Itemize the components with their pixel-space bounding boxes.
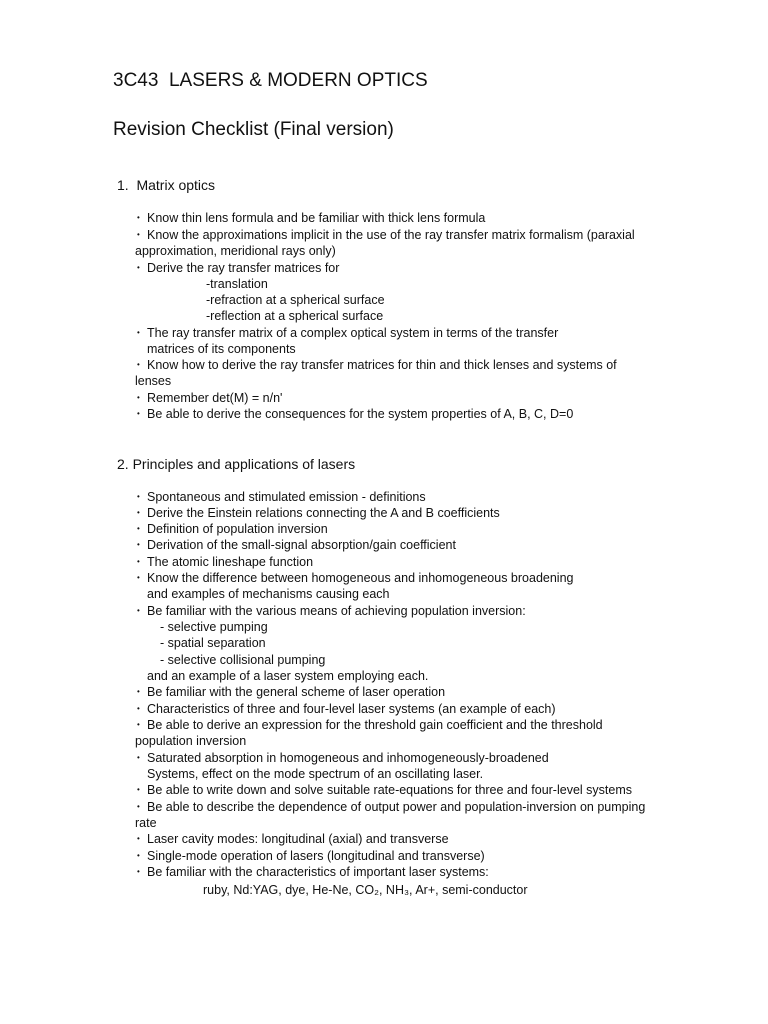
list-bullet: • xyxy=(137,851,140,860)
checklist-item: Saturated absorption in homogeneous and inhomogeneously-broadened xyxy=(147,751,549,765)
checklist-item-continuation: Systems, effect on the mode spectrum of an oscillating laser. xyxy=(147,767,484,781)
checklist-item: Spontaneous and stimulated emission - definitions xyxy=(147,490,426,504)
checklist-item: Derivation of the small-signal absorption/gain coefficient xyxy=(147,538,456,552)
checklist-item-continuation: approximation, meridional rays only) xyxy=(135,244,336,258)
checklist-item: Definition of population inversion xyxy=(147,522,328,536)
list-bullet: • xyxy=(137,704,140,713)
checklist-item: The ray transfer matrix of a complex optical system in terms of the transfer xyxy=(147,326,559,340)
checklist-subitem: -reflection at a spherical surface xyxy=(206,309,384,323)
checklist-item: Be able to derive the consequences for the system properties of A, B, C, D=0 xyxy=(147,407,574,421)
checklist-subitem: -translation xyxy=(206,277,268,291)
checklist-item: Know the approximations implicit in the use of the ray transfer matrix formalism (paraxial xyxy=(147,228,635,242)
list-bullet: • xyxy=(137,802,140,811)
checklist-item: Characteristics of three and four-level laser systems (an example of each) xyxy=(147,702,556,716)
checklist-item-continuation: lenses xyxy=(135,374,172,388)
section-heading-matrix-optics: 1. Matrix optics xyxy=(117,177,216,193)
section-heading-lasers: 2. Principles and applications of lasers xyxy=(117,456,356,472)
list-bullet: • xyxy=(137,492,140,501)
checklist-item-continuation: and examples of mechanisms causing each xyxy=(147,587,390,601)
list-bullet: • xyxy=(137,508,140,517)
checklist-item: Derive the ray transfer matrices for xyxy=(147,261,340,275)
document-subtitle: Revision Checklist (Final version) xyxy=(113,119,394,140)
checklist-item: Be able to derive an expression for the threshold gain coefficient and the threshold xyxy=(147,718,603,732)
list-bullet: • xyxy=(137,409,140,418)
checklist-item: Know thin lens formula and be familiar with thick lens formula xyxy=(147,211,486,225)
checklist-item: Be familiar with the general scheme of laser operation xyxy=(147,685,446,699)
list-bullet: • xyxy=(137,573,140,582)
list-bullet: • xyxy=(137,230,140,239)
list-bullet: • xyxy=(137,753,140,762)
list-bullet: • xyxy=(137,867,140,876)
list-bullet: • xyxy=(137,557,140,566)
checklist-item-continuation: population inversion xyxy=(135,734,247,748)
list-bullet: • xyxy=(137,834,140,843)
checklist-subitem: -refraction at a spherical surface xyxy=(206,293,385,307)
checklist-subitem: - selective collisional pumping xyxy=(160,653,326,667)
checklist-item: Single-mode operation of lasers (longitudinal and transverse) xyxy=(147,849,485,863)
checklist-item-continuation: rate xyxy=(135,816,157,830)
list-bullet: • xyxy=(137,606,140,615)
checklist-subitem: - spatial separation xyxy=(160,636,266,650)
checklist-item-continuation: matrices of its components xyxy=(147,342,296,356)
checklist-item: Be familiar with the various means of achieving population inversion: xyxy=(147,604,526,618)
document-title: 3C43 LASERS & MODERN OPTICS xyxy=(113,70,428,91)
list-bullet: • xyxy=(137,687,140,696)
list-bullet: • xyxy=(137,393,140,402)
list-bullet: • xyxy=(137,524,140,533)
checklist-item: Be familiar with the characteristics of important laser systems: xyxy=(147,865,489,879)
checklist-item: Know how to derive the ray transfer matrices for thin and thick lenses and systems of xyxy=(147,358,617,372)
checklist-item-continuation: and an example of a laser system employing each. xyxy=(147,669,429,683)
checklist-subitem: ruby, Nd:YAG, dye, He-Ne, CO₂, NH₃, Ar+, semi-conductor xyxy=(203,883,528,897)
list-bullet: • xyxy=(137,360,140,369)
checklist-item: Laser cavity modes: longitudinal (axial) and transverse xyxy=(147,832,449,846)
checklist-item: Derive the Einstein relations connecting the A and B coefficients xyxy=(147,506,500,520)
list-bullet: • xyxy=(137,213,140,222)
list-bullet: • xyxy=(137,263,140,272)
checklist-item: Remember det(M) = n/n' xyxy=(147,391,283,405)
checklist-item: The atomic lineshape function xyxy=(147,555,314,569)
checklist-subitem: - selective pumping xyxy=(160,620,268,634)
checklist-item: Be able to describe the dependence of output power and population-inversion on pumping xyxy=(147,800,646,814)
list-bullet: • xyxy=(137,328,140,337)
checklist-item: Know the difference between homogeneous and inhomogeneous broadening xyxy=(147,571,574,585)
list-bullet: • xyxy=(137,540,140,549)
list-bullet: • xyxy=(137,785,140,794)
list-bullet: • xyxy=(137,720,140,729)
checklist-item: Be able to write down and solve suitable rate-equations for three and four-level systems xyxy=(147,783,632,797)
